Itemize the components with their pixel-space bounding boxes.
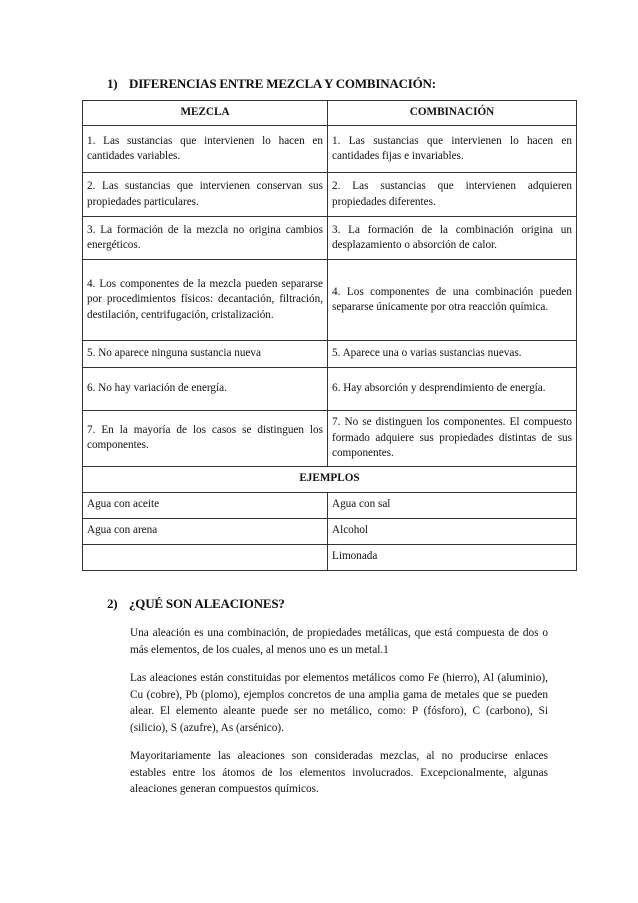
example-combinacion-cell: Agua con sal (328, 492, 577, 518)
combinacion-cell: 7. No se distinguen los componentes. El compuesto formado adquiere sus propiedades distintas de sus componentes. (328, 411, 577, 467)
paragraph: Una aleación es una combinación, de propiedades metálicas, que está compuesta de dos o más elementos, de los cuales, al menos uno es un metal.1 (130, 627, 548, 656)
section-1-number: 1) (107, 76, 118, 91)
combinacion-cell: 5. Aparece una o varias sustancias nuevas. (328, 341, 577, 368)
mezcla-cell: 5. No aparece ninguna sustancia nueva (83, 341, 328, 368)
table-row (83, 260, 577, 341)
combinacion-cell: 6. Hay absorción y desprendimiento de energía. (328, 368, 577, 411)
examples-header-row (83, 466, 577, 492)
table-row (83, 544, 577, 570)
table-row (83, 368, 577, 411)
example-combinacion-cell: Limonada (328, 544, 577, 570)
example-mezcla-cell: Agua con arena (83, 518, 328, 544)
section-1-title: DIFERENCIAS ENTRE MEZCLA Y COMBINACIÓN: (129, 76, 436, 91)
section-1-heading (107, 76, 436, 92)
table-row (83, 518, 577, 544)
example-mezcla-cell: Agua con aceite (83, 492, 328, 518)
example-combinacion-cell: Alcohol (328, 518, 577, 544)
table-row (83, 217, 577, 260)
mezcla-cell: 7. En la mayoría de los casos se distinguen los componentes. (83, 411, 328, 467)
header-combinacion: COMBINACIÓN (328, 101, 577, 126)
table-row (83, 126, 577, 173)
section-2-number: 2) (107, 596, 118, 611)
table-row (83, 341, 577, 368)
section-2-heading (107, 596, 285, 612)
combinacion-cell: 1. Las sustancias que intervienen lo hacen en cantidades fijas e invariables. (328, 126, 577, 173)
paragraph: Las aleaciones están constituidas por elementos metálicos como Fe (hierro), Al (aluminio), Cu (cobre), Pb (plomo), ejemplos concretos de una amplia gama de metales que se pueden alear. El elemento aleante puede ser no metálico, como: P (fósforo), C (carbono), Si (silicio), S (azufre), As (arsénico). (130, 672, 548, 734)
comparison-table (82, 100, 577, 571)
mezcla-cell: 6. No hay variación de energía. (83, 368, 328, 411)
combinacion-cell: 2. Las sustancias que intervienen adquieren propiedades diferentes. (328, 173, 577, 217)
aleaciones-body (130, 625, 548, 810)
header-mezcla: MEZCLA (83, 101, 328, 126)
examples-header: EJEMPLOS (83, 466, 577, 492)
combinacion-cell: 4. Los componentes de una combinación pueden separarse únicamente por otra reacción química. (328, 260, 577, 341)
table-row (83, 173, 577, 217)
table-row (83, 411, 577, 467)
table-row (83, 492, 577, 518)
section-2-title: ¿QUÉ SON ALEACIONES? (129, 596, 285, 611)
mezcla-cell: 1. Las sustancias que intervienen lo hacen en cantidades variables. (83, 126, 328, 173)
table-header-row (83, 101, 577, 126)
paragraph: Mayoritariamente las aleaciones son consideradas mezclas, al no producirse enlaces estables entre los átomos de los elementos involucrados. Excepcionalmente, algunas aleaciones generan compuestos químicos. (130, 750, 548, 795)
mezcla-cell: 2. Las sustancias que intervienen conservan sus propiedades particulares. (83, 173, 328, 217)
mezcla-cell: 4. Los componentes de la mezcla pueden separarse por procedimientos físicos: decantación, filtración, destilación, centrifugación, cristalización. (83, 260, 328, 341)
mezcla-cell: 3. La formación de la mezcla no origina cambios energéticos. (83, 217, 328, 260)
example-mezcla-cell (83, 544, 328, 570)
combinacion-cell: 3. La formación de la combinación origina un desplazamiento o absorción de calor. (328, 217, 577, 260)
